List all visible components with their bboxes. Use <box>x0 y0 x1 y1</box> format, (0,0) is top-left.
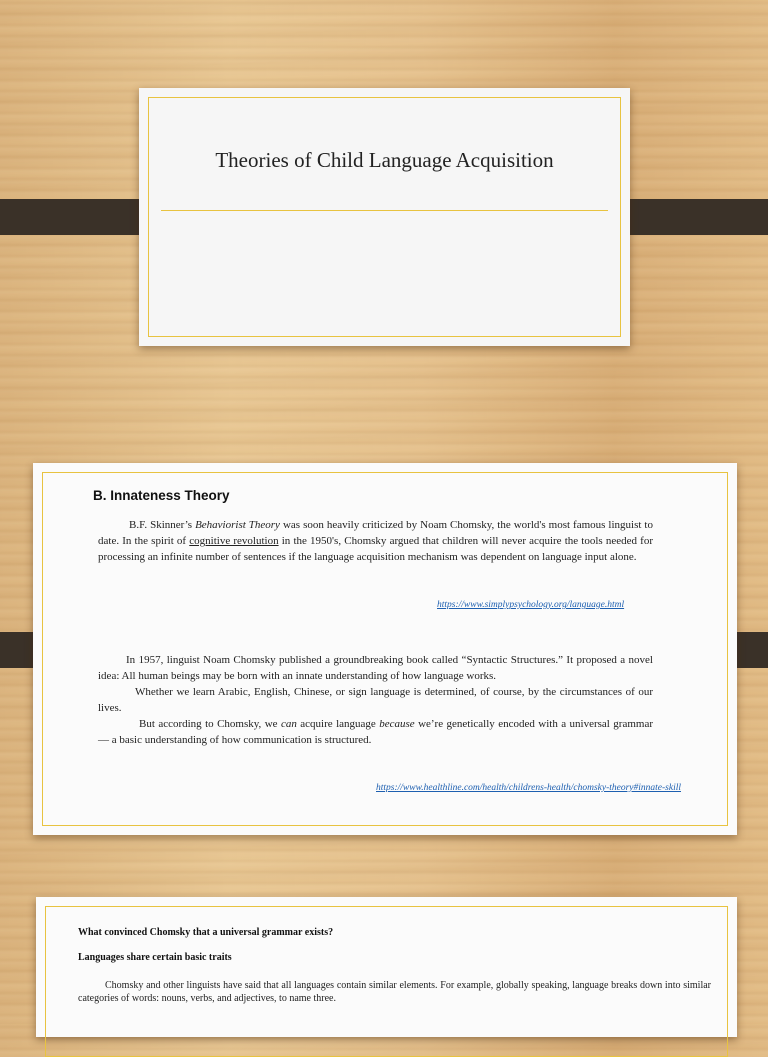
universal-grammar-slide <box>36 897 737 1037</box>
title-divider <box>161 210 608 211</box>
p1-text-c: was soon heavily criticized by Noam Chomsky, the world's most famous linguist to date. In the spirit of <box>98 519 653 547</box>
p2-line-2: Whether we learn Arabic, English, Chinese, or sign language is determined, of course, by the circumstances of our lives. <box>98 686 653 714</box>
p2-emphasis-because: because <box>379 718 415 730</box>
decorative-bar-left-top <box>0 199 155 235</box>
p1-text-a: B.F. Skinner’s <box>129 519 196 531</box>
innateness-slide <box>33 463 737 835</box>
slide3-question: What convinced Chomsky that a universal grammar exists? <box>78 927 334 938</box>
p2-emphasis-can: can <box>280 718 297 730</box>
title-slide <box>139 88 630 346</box>
p2-text-e: we’re genetically encoded with a universal grammar — a basic understanding of how communication is structured. <box>98 718 653 746</box>
decorative-bar-right-top <box>613 199 768 235</box>
p2-line-3 <box>98 716 653 748</box>
source-link-healthline[interactable]: https://www.healthline.com/health/childrens-health/chomsky-theory#innate-skill <box>376 783 681 793</box>
section-heading: B. Innateness Theory <box>93 488 230 503</box>
slide3-subheading: Languages share certain basic traits <box>78 952 232 963</box>
p2-text-c: acquire language <box>296 718 380 730</box>
slide-title: Theories of Child Language Acquisition <box>215 148 554 172</box>
source-link-simplypsychology[interactable]: https://www.simplypsychology.org/language.html <box>437 600 625 610</box>
skinner-paragraph <box>98 517 653 565</box>
slide3-paragraph <box>78 979 711 1005</box>
slide3-paragraph-text: Chomsky and other linguists have said that all languages contain similar elements. For example, globally speaking, language breaks down into similar categories of words: nouns, verbs, and adjectives, to name three. <box>78 980 711 1004</box>
p1-underline-cognitive: cognitive revolution <box>189 535 279 547</box>
p2-line-1: In 1957, linguist Noam Chomsky published a groundbreaking book called “Syntactic Structures.” It proposed a novel idea: All human beings may be born with an innate understanding of how language works. <box>98 654 653 682</box>
p1-text-e: in the 1950's, Chomsky argued that children will never acquire the tools needed for processing an infinite number of sentences if the language acquisition mechanism was dependent on language input alone. <box>98 535 653 563</box>
chomsky-paragraph <box>98 652 653 748</box>
p1-emphasis-behaviorist: Behaviorist Theory <box>195 519 280 531</box>
p2-text-a: But according to Chomsky, we <box>139 718 281 730</box>
slide-border <box>148 97 621 337</box>
